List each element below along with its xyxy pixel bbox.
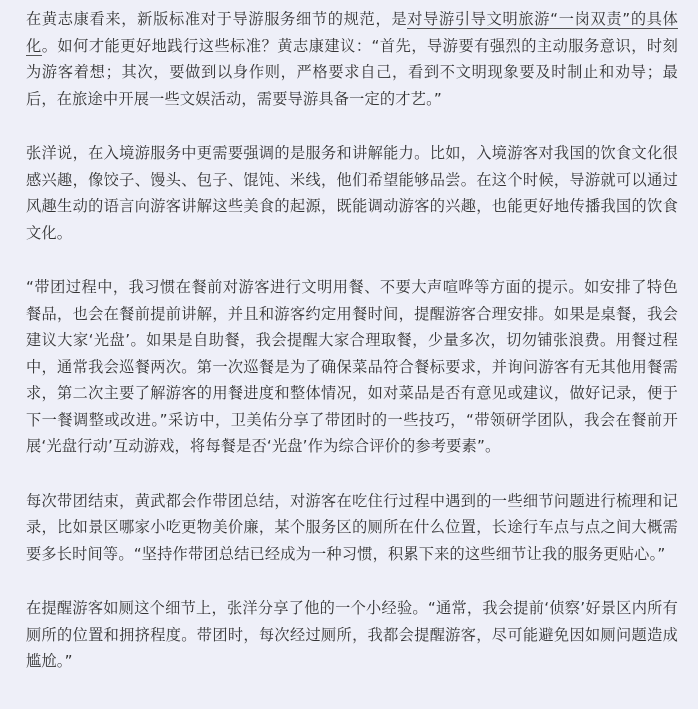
paragraph-1	[26, 6, 678, 112]
paragraph-1-rest: 。如何才能更好地践行这些标准？黄志康建议：“首先，导游要有强烈的主动服务意识，时刻为游客着想；其次，要做到以身作则，严格要求自己，看到不文明现象要及时制止和劝导；最后，在旅途中开展一些文娱活动，需要导游具备一定的才艺。”	[26, 36, 679, 108]
paragraph-3: “带团过程中，我习惯在餐前对游客进行文明用餐、不要大声喧哗等方面的提示。如安排了特色餐品，也会在餐前提前讲解，并且和游客约定用餐时间，提醒游客合理安排。如果是桌餐，我会建议大家‘光盘’。如果是自助餐，我会提醒大家合理取餐，少量多次，切勿铺张浪费。用餐过程中，通常我会巡餐两次。第一次巡餐是为了确保菜品符合餐标要求，并询问游客有无其他用餐需求，第二次主要了解游客的用餐进度和整体情况，如对菜品是否有意见或建议，做好记录，便于下一餐调整或改进。”采访中，卫美佑分享了带团时的一些技巧，“带领研学团队，我会在餐前开展‘光盘行动’互动游戏，将每餐是否‘光盘’作为综合评价的参考要素”。	[26, 278, 678, 455]
paragraph-1-start: 在黄志康看来，新版标准对于导游服务细节的规范，是	[26, 10, 408, 28]
underlined-phrase: 对导游引导文明旅游“一岗双责”的具体化	[26, 10, 678, 55]
paragraph-4: 每次带团结束，黄武都会作带团总结，对游客在吃住行过程中遇到的一些细节问题进行梳理和记录，比如景区哪家小吃更物美价廉，某个服务区的厕所在什么位置，长途行车点与点之间大概需要多长时间等。“坚持作带团总结已经成为一种习惯，积累下来的这些细节让我的服务更贴心。”	[26, 491, 678, 563]
paragraph-5: 在提醒游客如厕这个细节上，张洋分享了他的一个小经验。“通常，我会提前‘侦察’好景区内所有厕所的位置和拥挤程度。带团时，每次经过厕所，我都会提醒游客，尽可能避免因如厕问题造成尴尬。”	[26, 599, 678, 670]
paragraph-2: 张洋说，在入境游服务中更需要强调的是服务和讲解能力。比如，入境游客对我国的饮食文化很感兴趣，像饺子、馒头、包子、馄饨、米线，他们希望能够品尝。在这个时候，导游就可以通过风趣生动的语言向游客讲解这些美食的起源，既能调动游客的兴趣，也能更好地传播我国的饮食文化。	[26, 144, 678, 242]
